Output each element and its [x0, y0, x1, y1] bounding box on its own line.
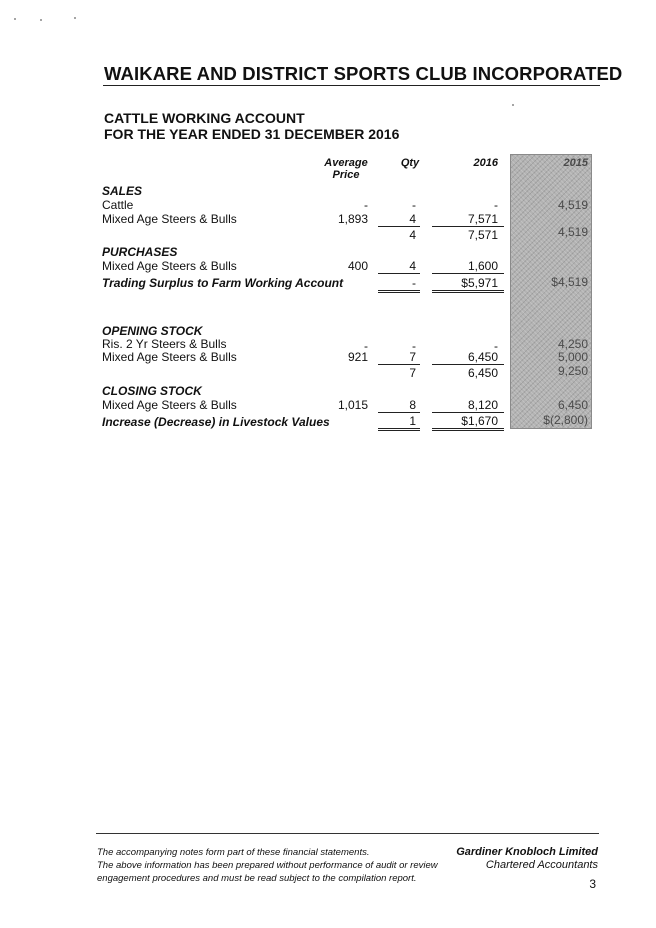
increase-label: Increase (Decrease) in Livestock Values: [102, 415, 330, 429]
section-heading-purchases: PURCHASES: [102, 245, 178, 259]
cell-2015-total: $(2,800): [543, 413, 588, 427]
row-label: Mixed Age Steers & Bulls: [102, 259, 237, 273]
cell-price: 400: [347, 259, 368, 273]
total-double-rule: [432, 428, 504, 431]
account-title: CATTLE WORKING ACCOUNT: [104, 110, 305, 126]
subtotal-rule: [378, 364, 420, 365]
cell-price: 1,015: [337, 398, 368, 412]
cell-2016: -: [494, 198, 498, 212]
col-header-price: Price: [332, 169, 360, 181]
section-heading-opening-stock: OPENING STOCK: [102, 324, 203, 338]
firm-name: Gardiner Knobloch Limited: [456, 846, 598, 858]
cell-qty-total: -: [412, 276, 416, 290]
cell-qty: 7: [409, 350, 416, 364]
row-label: Ris. 2 Yr Steers & Bulls: [102, 337, 227, 351]
footer-note: The above information has been prepared without performance of audit or review: [97, 860, 438, 871]
firm-subtitle: Chartered Accountants: [485, 859, 598, 871]
row-label: Mixed Age Steers & Bulls: [102, 350, 237, 364]
page-number: 3: [589, 877, 596, 891]
cell-2015: 6,450: [557, 398, 588, 412]
scan-speck: [512, 104, 514, 106]
subtotal-rule: [378, 226, 420, 227]
cell-2015-total: 9,250: [557, 364, 588, 378]
subtotal-rule: [432, 412, 504, 413]
cell-2016-total: 6,450: [467, 366, 498, 380]
row-label: Mixed Age Steers & Bulls: [102, 212, 237, 226]
footer-note: The accompanying notes form part of these financial statements.: [97, 847, 370, 858]
cell-qty: 4: [409, 212, 416, 226]
col-header-2016: 2016: [473, 157, 498, 169]
cell-price: 921: [347, 350, 368, 364]
row-label: Mixed Age Steers & Bulls: [102, 398, 237, 412]
footer-note: engagement procedures and must be read subject to the compilation report.: [97, 873, 417, 884]
cell-2016-total: $1,670: [461, 414, 498, 428]
section-heading-closing-stock: CLOSING STOCK: [102, 384, 202, 398]
scan-speck: [40, 19, 42, 21]
cell-2016: 1,600: [467, 259, 498, 273]
total-double-rule: [378, 290, 420, 293]
cell-price: -: [364, 198, 368, 212]
section-heading-sales: SALES: [102, 184, 143, 198]
prior-year-shaded-column: [510, 154, 592, 429]
cell-2016-total: 7,571: [467, 228, 498, 242]
cell-qty: 8: [409, 398, 416, 412]
cell-qty-total: 7: [409, 366, 416, 380]
period-title: FOR THE YEAR ENDED 31 DECEMBER 2016: [104, 126, 400, 142]
col-header-2015: 2015: [563, 157, 588, 169]
trading-surplus-label: Trading Surplus to Farm Working Account: [102, 276, 344, 290]
col-header-qty: Qty: [400, 157, 420, 169]
cell-price: -: [364, 339, 368, 353]
subtotal-rule: [432, 273, 504, 274]
cell-2015: 5,000: [557, 350, 588, 364]
cell-2016-total: $5,971: [461, 276, 498, 290]
page-title: WAIKARE AND DISTRICT SPORTS CLUB INCORPORATED: [104, 63, 623, 84]
cell-2016: -: [494, 339, 498, 353]
cell-qty-total: 1: [409, 414, 416, 428]
total-double-rule: [378, 428, 420, 431]
total-double-rule: [432, 290, 504, 293]
cell-price: 1,893: [337, 212, 368, 226]
cell-qty: -: [412, 339, 416, 353]
cell-2015-total: 4,519: [557, 225, 588, 239]
scan-speck: [14, 18, 16, 20]
cell-qty: 4: [409, 259, 416, 273]
cell-2016: 7,571: [467, 212, 498, 226]
scan-speck: [74, 17, 76, 19]
subtotal-rule: [378, 412, 420, 413]
cell-2016: 8,120: [467, 398, 498, 412]
subtotal-rule: [432, 226, 504, 227]
cell-2015: 4,250: [557, 337, 588, 351]
footer-rule: [96, 833, 599, 834]
col-header-average: Average: [324, 157, 368, 169]
row-label: Cattle: [102, 198, 134, 212]
subtotal-rule: [378, 273, 420, 274]
cell-2015: 4,519: [557, 198, 588, 212]
cell-qty-total: 4: [409, 228, 416, 242]
title-underline: [103, 85, 600, 86]
cell-qty: -: [412, 198, 416, 212]
cell-2016: 6,450: [467, 350, 498, 364]
cell-2015-total: $4,519: [551, 275, 588, 289]
subtotal-rule: [432, 364, 504, 365]
